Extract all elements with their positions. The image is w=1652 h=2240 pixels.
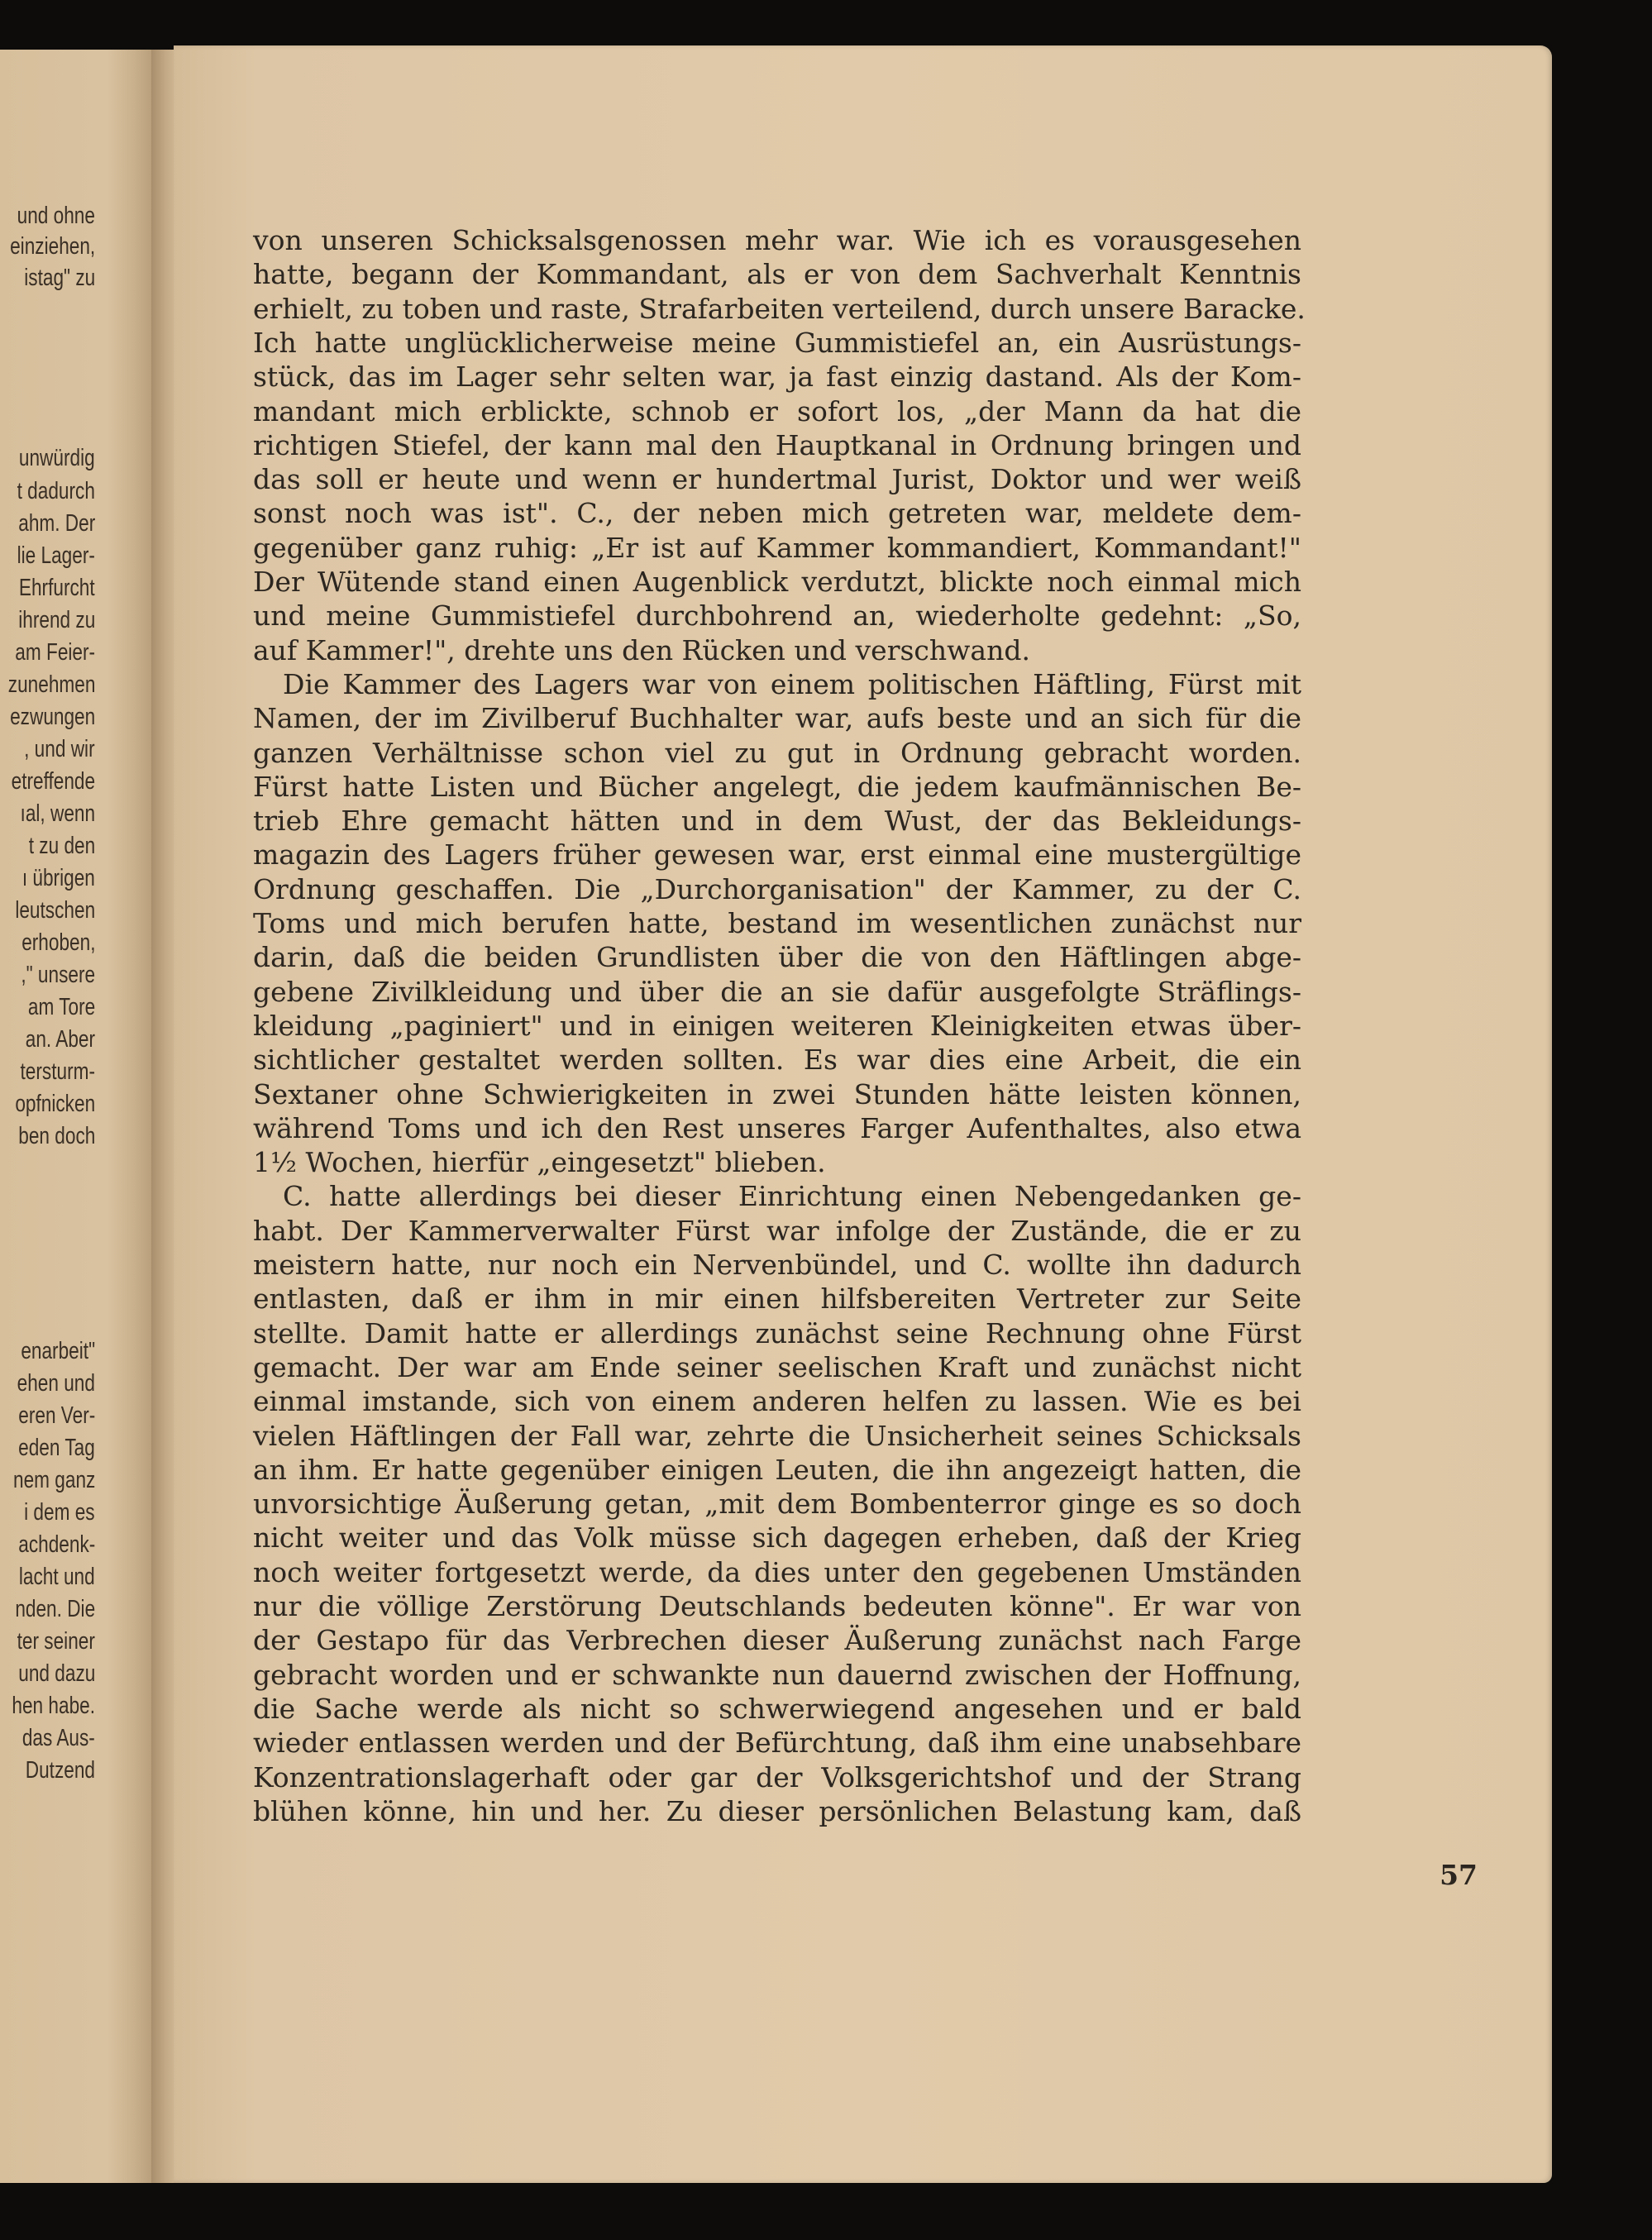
facing-page-line: nden. Die bbox=[15, 1596, 95, 1622]
facing-page-line: ıal, wenn bbox=[20, 800, 95, 827]
text-line: nicht weiter und das Volk müsse sich dagegen erheben, daß der Krieg bbox=[253, 1521, 1301, 1555]
facing-page-line: und dazu bbox=[17, 1660, 95, 1687]
facing-page-line: ," unsere bbox=[21, 962, 95, 988]
text-line: wieder entlassen werden und der Befürchtung, daß ihm eine unabsehbare bbox=[253, 1727, 1301, 1760]
text-line: das soll er heute und wenn er hundertmal Jurist, Doktor und wer weiß bbox=[253, 463, 1301, 496]
text-line: gemacht. Der war am Ende seiner seelischen Kraft und zunächst nicht bbox=[253, 1350, 1301, 1383]
text-line: der Gestapo für das Verbrechen dieser Äußerung zunächst nach Farge bbox=[253, 1624, 1301, 1657]
text-line: Die Kammer des Lagers war von einem politischen Häftling, Fürst mit bbox=[283, 667, 1301, 700]
facing-page-line: achdenk- bbox=[17, 1531, 95, 1558]
text-line: erhielt, zu toben und raste, Strafarbeiten verteilend, durch unsere Baracke. bbox=[253, 292, 1306, 325]
text-line: gebene Zivilkleidung und über die an sie dafür ausgefolgte Sträflings- bbox=[253, 975, 1301, 1008]
facing-page-line: nem ganz bbox=[12, 1467, 95, 1493]
facing-page-line: leutschen bbox=[15, 897, 95, 924]
text-line: von unseren Schicksalsgenossen mehr war. Wie ich es vorausgesehen bbox=[253, 224, 1301, 256]
facing-page-line: ahm. Der bbox=[17, 510, 95, 537]
facing-page-line: erhoben, bbox=[21, 929, 95, 956]
facing-page-line: t zu den bbox=[28, 833, 95, 859]
facing-page-line: hen habe. bbox=[12, 1693, 95, 1719]
text-line: magazin des Lagers früher gewesen war, erst einmal eine mustergültige bbox=[253, 838, 1301, 872]
facing-page-line: Dutzend bbox=[25, 1757, 95, 1784]
facing-page-line: ehen und bbox=[17, 1370, 95, 1397]
facing-page-line: , und wir bbox=[24, 736, 95, 762]
facing-page-line: enarbeit" bbox=[21, 1338, 95, 1364]
facing-page-line: am Tore bbox=[27, 994, 95, 1020]
text-line: entlasten, daß er ihm in mir einen hilfsbereiten Vertreter zur Seite bbox=[253, 1282, 1301, 1316]
text-line: sichtlicher gestaltet werden sollten. Es war dies eine Arbeit, die ein bbox=[253, 1044, 1301, 1077]
text-line: ganzen Verhältnisse schon viel zu gut in Ordnung gebracht worden. bbox=[253, 736, 1301, 769]
text-line: Ordnung geschaffen. Die „Durchorganisation" der Kammer, zu der C. bbox=[253, 872, 1301, 905]
facing-page-line: zunehmen bbox=[7, 671, 95, 698]
text-line: trieb Ehre gemacht hätten und in dem Wust, der das Bekleidungs- bbox=[253, 805, 1301, 838]
text-line: Fürst hatte Listen und Bücher angelegt, die jedem kaufmännischen Be- bbox=[253, 770, 1301, 803]
text-line: stück, das im Lager sehr selten war, ja fast einzig dastand. Als der Kom- bbox=[253, 361, 1301, 394]
page-number: 57 bbox=[1440, 1859, 1478, 1891]
text-line: während Toms und ich den Rest unseres Farger Aufenthaltes, also etwa bbox=[253, 1111, 1301, 1144]
facing-page-line: tersturm- bbox=[20, 1058, 95, 1085]
text-line: habt. Der Kammerverwalter Fürst war infolge der Zustände, die er zu bbox=[253, 1214, 1301, 1247]
facing-page-line: ihrend zu bbox=[17, 607, 95, 633]
facing-page-text bbox=[0, 50, 95, 2183]
text-line: meistern hatte, nur noch ein Nervenbündel, und C. wollte ihn dadurch bbox=[253, 1249, 1301, 1281]
facing-page-line: das Aus- bbox=[21, 1725, 95, 1751]
book-page bbox=[174, 45, 1552, 2183]
text-line: gebracht worden und er schwankte nun dauernd zwischen der Hoffnung, bbox=[253, 1658, 1301, 1691]
facing-page-line: einziehen, bbox=[9, 233, 95, 260]
facing-page-line: und ohne bbox=[17, 203, 95, 229]
text-line: hatte, begann der Kommandant, als er von dem Sachverhalt Kenntnis bbox=[253, 258, 1301, 291]
facing-page-line: lie Lager- bbox=[17, 542, 95, 569]
text-line: kleidung „paginiert" und in einigen weiteren Kleinigkeiten etwas über- bbox=[253, 1009, 1301, 1042]
text-line: Toms und mich berufen hatte, bestand im wesentlichen zunächst nur bbox=[253, 907, 1301, 939]
text-line: einmal imstande, sich von einem anderen helfen zu lassen. Wie es bei bbox=[253, 1385, 1301, 1418]
text-line: 1½ Wochen, hierfür „eingesetzt" blieben. bbox=[253, 1146, 826, 1179]
text-line: sonst noch was ist". C., der neben mich getreten war, meldete dem- bbox=[253, 497, 1301, 530]
text-line: stellte. Damit hatte er allerdings zunächst seine Rechnung ohne Fürst bbox=[253, 1316, 1301, 1349]
facing-page-line: an. Aber bbox=[25, 1026, 95, 1053]
facing-page-line: eden Tag bbox=[18, 1435, 95, 1461]
text-line: unvorsichtige Äußerung getan, „mit dem Bombenterror ginge es so doch bbox=[253, 1488, 1301, 1521]
text-line: Namen, der im Zivilberuf Buchhalter war, aufs beste und an sich für die bbox=[253, 702, 1301, 735]
facing-page-line: i dem es bbox=[24, 1499, 95, 1526]
facing-page-line: ben doch bbox=[17, 1123, 95, 1149]
text-line: die Sache werde als nicht so schwerwiegend angesehen und er bald bbox=[253, 1692, 1301, 1725]
text-line: an ihm. Er hatte gegenüber einigen Leuten, die ihn angezeigt hatten, die bbox=[253, 1453, 1301, 1486]
text-line: darin, daß die beiden Grundlisten über die von den Häftlingen abge- bbox=[253, 941, 1301, 974]
facing-page-line: unwürdig bbox=[19, 445, 95, 471]
facing-page-line: am Feier- bbox=[15, 639, 95, 666]
facing-page-line: etreffende bbox=[11, 768, 95, 795]
text-line: gegenüber ganz ruhig: „Er ist auf Kammer kommandiert, Kommandant!" bbox=[253, 531, 1301, 564]
facing-page-line: eren Ver- bbox=[17, 1402, 95, 1429]
facing-page-line: lacht und bbox=[19, 1564, 95, 1590]
text-line: C. hatte allerdings bei dieser Einrichtung einen Nebengedanken ge- bbox=[283, 1180, 1301, 1213]
text-line: auf Kammer!", drehte uns den Rücken und verschwand. bbox=[253, 633, 1030, 666]
facing-page-line: Ehrfurcht bbox=[19, 575, 95, 601]
text-line: blühen könne, hin und her. Zu dieser persönlichen Belastung kam, daß bbox=[253, 1794, 1301, 1827]
text-line: Der Wütende stand einen Augenblick verdutzt, blickte noch einmal mich bbox=[253, 566, 1301, 598]
text-line: Ich hatte unglücklicherweise meine Gummistiefel an, ein Ausrüstungs- bbox=[253, 326, 1301, 359]
facing-page-line: ezwungen bbox=[9, 704, 95, 730]
facing-page-line: opfnicken bbox=[15, 1091, 95, 1117]
facing-page-line: ı übrigen bbox=[21, 865, 95, 891]
facing-page-line: ter seiner bbox=[17, 1628, 95, 1655]
text-line: noch weiter fortgesetzt werde, da dies unter den gegebenen Umständen bbox=[253, 1555, 1301, 1588]
text-line: Konzentrationslagerhaft oder gar der Volksgerichtshof und der Strang bbox=[253, 1760, 1301, 1793]
text-line: mandant mich erblickte, schnob er sofort los, „der Mann da hat die bbox=[253, 394, 1301, 427]
facing-page-line: istag" zu bbox=[24, 265, 95, 291]
text-line: vielen Häftlingen der Fall war, zehrte die Unsicherheit seines Schicksals bbox=[253, 1419, 1301, 1452]
text-line: nur die völlige Zerstörung Deutschlands bedeuten könne". Er war von bbox=[253, 1590, 1301, 1622]
text-line: richtigen Stiefel, der kann mal den Hauptkanal in Ordnung bringen und bbox=[253, 428, 1301, 461]
facing-page bbox=[0, 50, 153, 2183]
text-line: Sextaner ohne Schwierigkeiten in zwei Stunden hätte leisten können, bbox=[253, 1077, 1301, 1110]
facing-page-line: t dadurch bbox=[17, 478, 95, 504]
text-line: und meine Gummistiefel durchbohrend an, wiederholte gedehnt: „So, bbox=[253, 599, 1301, 633]
